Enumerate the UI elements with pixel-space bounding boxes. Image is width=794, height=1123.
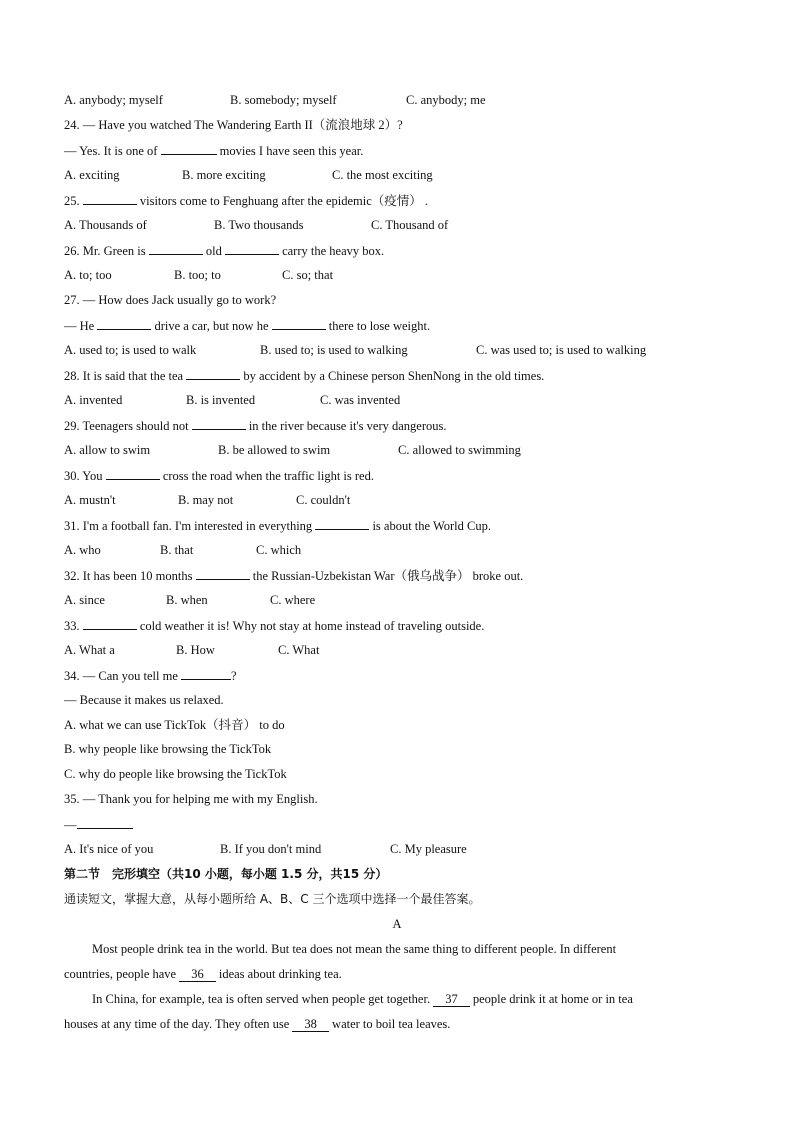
q32-option-c: C. where (270, 593, 316, 607)
blank-36: 36 (179, 968, 216, 982)
q34-option-a: A. what we can use TickTok（抖音） to do (64, 718, 285, 732)
p2-line2-pre: houses at any time of the day. They often use (64, 1017, 290, 1031)
q26-option-a: A. to; too (64, 268, 112, 282)
q27-pre: — He (64, 319, 95, 333)
section-title: 第二节 完形填空（共10 小题，每小题 1.5 分，共15 分） (64, 867, 388, 881)
q35-question: 35. — Thank you for helping me with my English. (64, 792, 318, 806)
q31-option-c: C. which (256, 543, 302, 557)
q35-answer-pre: — (64, 818, 77, 832)
q30-option-c: C. couldn't (296, 493, 351, 507)
q31-option-a: A. who (64, 543, 101, 557)
passage-p1-line2 (64, 966, 342, 982)
q28-post: by accident by a Chinese person ShenNong in the old times. (243, 369, 545, 383)
q26-option-b: B. too; to (174, 268, 221, 282)
p1-line2-post: ideas about drinking tea. (218, 967, 342, 981)
q24-answer-post: movies I have seen this year. (219, 144, 364, 158)
q30-option-b: B. may not (178, 493, 234, 507)
q27-mid: drive a car, but now he (154, 319, 269, 333)
q25-option-b: B. Two thousands (214, 218, 304, 232)
q27-question: 27. — How does Jack usually go to work? (64, 293, 277, 307)
q31-option-b: B. that (160, 543, 194, 557)
q28-option-b: B. is invented (186, 393, 256, 407)
q27-answer-line (64, 317, 430, 334)
q33-blank (83, 617, 137, 630)
q35-option-b: B. If you don't mind (220, 842, 322, 856)
q24-option-a: A. exciting (64, 168, 120, 182)
q34-post: ? (231, 669, 237, 683)
q26-pre: 26. Mr. Green is (64, 244, 146, 258)
q33-question (64, 617, 484, 634)
q29-option-b: B. be allowed to swim (218, 443, 331, 457)
q32-post: the Russian-Uzbekistan War（俄乌战争） broke out. (252, 569, 524, 583)
q28-pre: 28. It is said that the tea (64, 369, 184, 383)
q35-answer-line (64, 816, 133, 833)
q31-question (64, 517, 491, 534)
q29-pre: 29. Teenagers should not (64, 419, 189, 433)
q28-option-a: A. invented (64, 393, 123, 407)
q26-blank-2 (225, 242, 279, 255)
q27-option-b: B. used to; is used to walking (260, 343, 408, 357)
q33-option-a: A. What a (64, 643, 115, 657)
q33-option-b: B. How (176, 643, 215, 657)
q34-answer: — Because it makes us relaxed. (64, 693, 224, 707)
q30-pre: 30. You (64, 469, 103, 483)
passage-label: A (392, 917, 402, 931)
q34-question (64, 667, 237, 684)
passage-p2-line1 (92, 991, 633, 1007)
p2-line1-pre: In China, for example, tea is often served when people get together. (92, 992, 431, 1006)
q24-answer-line (64, 142, 363, 159)
q23-option-c: C. anybody; me (406, 93, 486, 107)
q32-pre: 32. It has been 10 months (64, 569, 193, 583)
q34-option-b: B. why people like browsing the TickTok (64, 742, 272, 756)
passage-p2-line2 (64, 1016, 450, 1032)
q26-blank-1 (149, 242, 203, 255)
q33-pre: 33. (64, 619, 80, 633)
q29-post: in the river because it's very dangerous. (248, 419, 447, 433)
q27-blank-2 (272, 317, 326, 330)
q32-option-b: B. when (166, 593, 208, 607)
q25-question (64, 192, 428, 209)
q26-post: carry the heavy box. (282, 244, 385, 258)
q35-option-a: A. It's nice of you (64, 842, 154, 856)
q26-option-c: C. so; that (282, 268, 334, 282)
q28-option-c: C. was invented (320, 393, 401, 407)
q26-question (64, 242, 384, 259)
q33-option-c: C. What (278, 643, 320, 657)
q29-blank (192, 417, 246, 430)
q25-blank (83, 192, 137, 205)
q30-question (64, 467, 374, 484)
q26-mid: old (205, 244, 222, 258)
q33-post: cold weather it is! Why not stay at home instead of traveling outside. (139, 619, 485, 633)
q31-post: is about the World Cup. (372, 519, 491, 533)
q29-option-c: C. allowed to swimming (398, 443, 521, 457)
q35-option-c: C. My pleasure (390, 842, 467, 856)
q29-question (64, 417, 447, 434)
q27-blank-1 (97, 317, 151, 330)
q34-option-c: C. why do people like browsing the TickTok (64, 767, 287, 781)
p2-line1-post: people drink it at home or in tea (472, 992, 633, 1006)
q28-blank (186, 367, 240, 380)
p2-line2-post: water to boil tea leaves. (332, 1017, 451, 1031)
q31-blank (315, 517, 369, 530)
q30-post: cross the road when the traffic light is red. (162, 469, 374, 483)
q30-blank (106, 467, 160, 480)
q32-blank (196, 567, 250, 580)
q25-pre: 25. (64, 194, 80, 208)
q24-option-b: B. more exciting (182, 168, 266, 182)
blank-37: 37 (433, 993, 470, 1007)
q27-post: there to lose weight. (328, 319, 431, 333)
q25-option-a: A. Thousands of (64, 218, 147, 232)
q35-blank (77, 816, 133, 829)
q24-option-c: C. the most exciting (332, 168, 433, 182)
q34-blank (181, 667, 231, 680)
q23-option-a: A. anybody; myself (64, 93, 163, 107)
q32-question (64, 567, 523, 584)
q27-option-c: C. was used to; is used to walking (476, 343, 647, 357)
q31-pre: 31. I'm a football fan. I'm interested in everything (64, 519, 313, 533)
q25-option-c: C. Thousand of (371, 218, 449, 232)
q24-answer-pre: — Yes. It is one of (64, 144, 158, 158)
q29-option-a: A. allow to swim (64, 443, 151, 457)
q25-post: visitors come to Fenghuang after the epidemic（疫情） . (139, 194, 429, 208)
section-instruction: 通读短文，掌握大意，从每小题所给 A、B、C 三个选项中选择一个最佳答案。 (64, 892, 481, 906)
q24-question: 24. — Have you watched The Wandering Earth II（流浪地球 2）? (64, 118, 403, 132)
blank-38: 38 (292, 1018, 329, 1032)
q28-question (64, 367, 544, 384)
q23-option-b: B. somebody; myself (230, 93, 337, 107)
p1-line2-pre: countries, people have (64, 967, 177, 981)
q32-option-a: A. since (64, 593, 105, 607)
q27-option-a: A. used to; is used to walk (64, 343, 197, 357)
q30-option-a: A. mustn't (64, 493, 116, 507)
q34-pre: 34. — Can you tell me (64, 669, 178, 683)
passage-p1-line1: Most people drink tea in the world. But tea does not mean the same thing to different people. In different (92, 942, 617, 956)
q24-blank (161, 142, 217, 155)
